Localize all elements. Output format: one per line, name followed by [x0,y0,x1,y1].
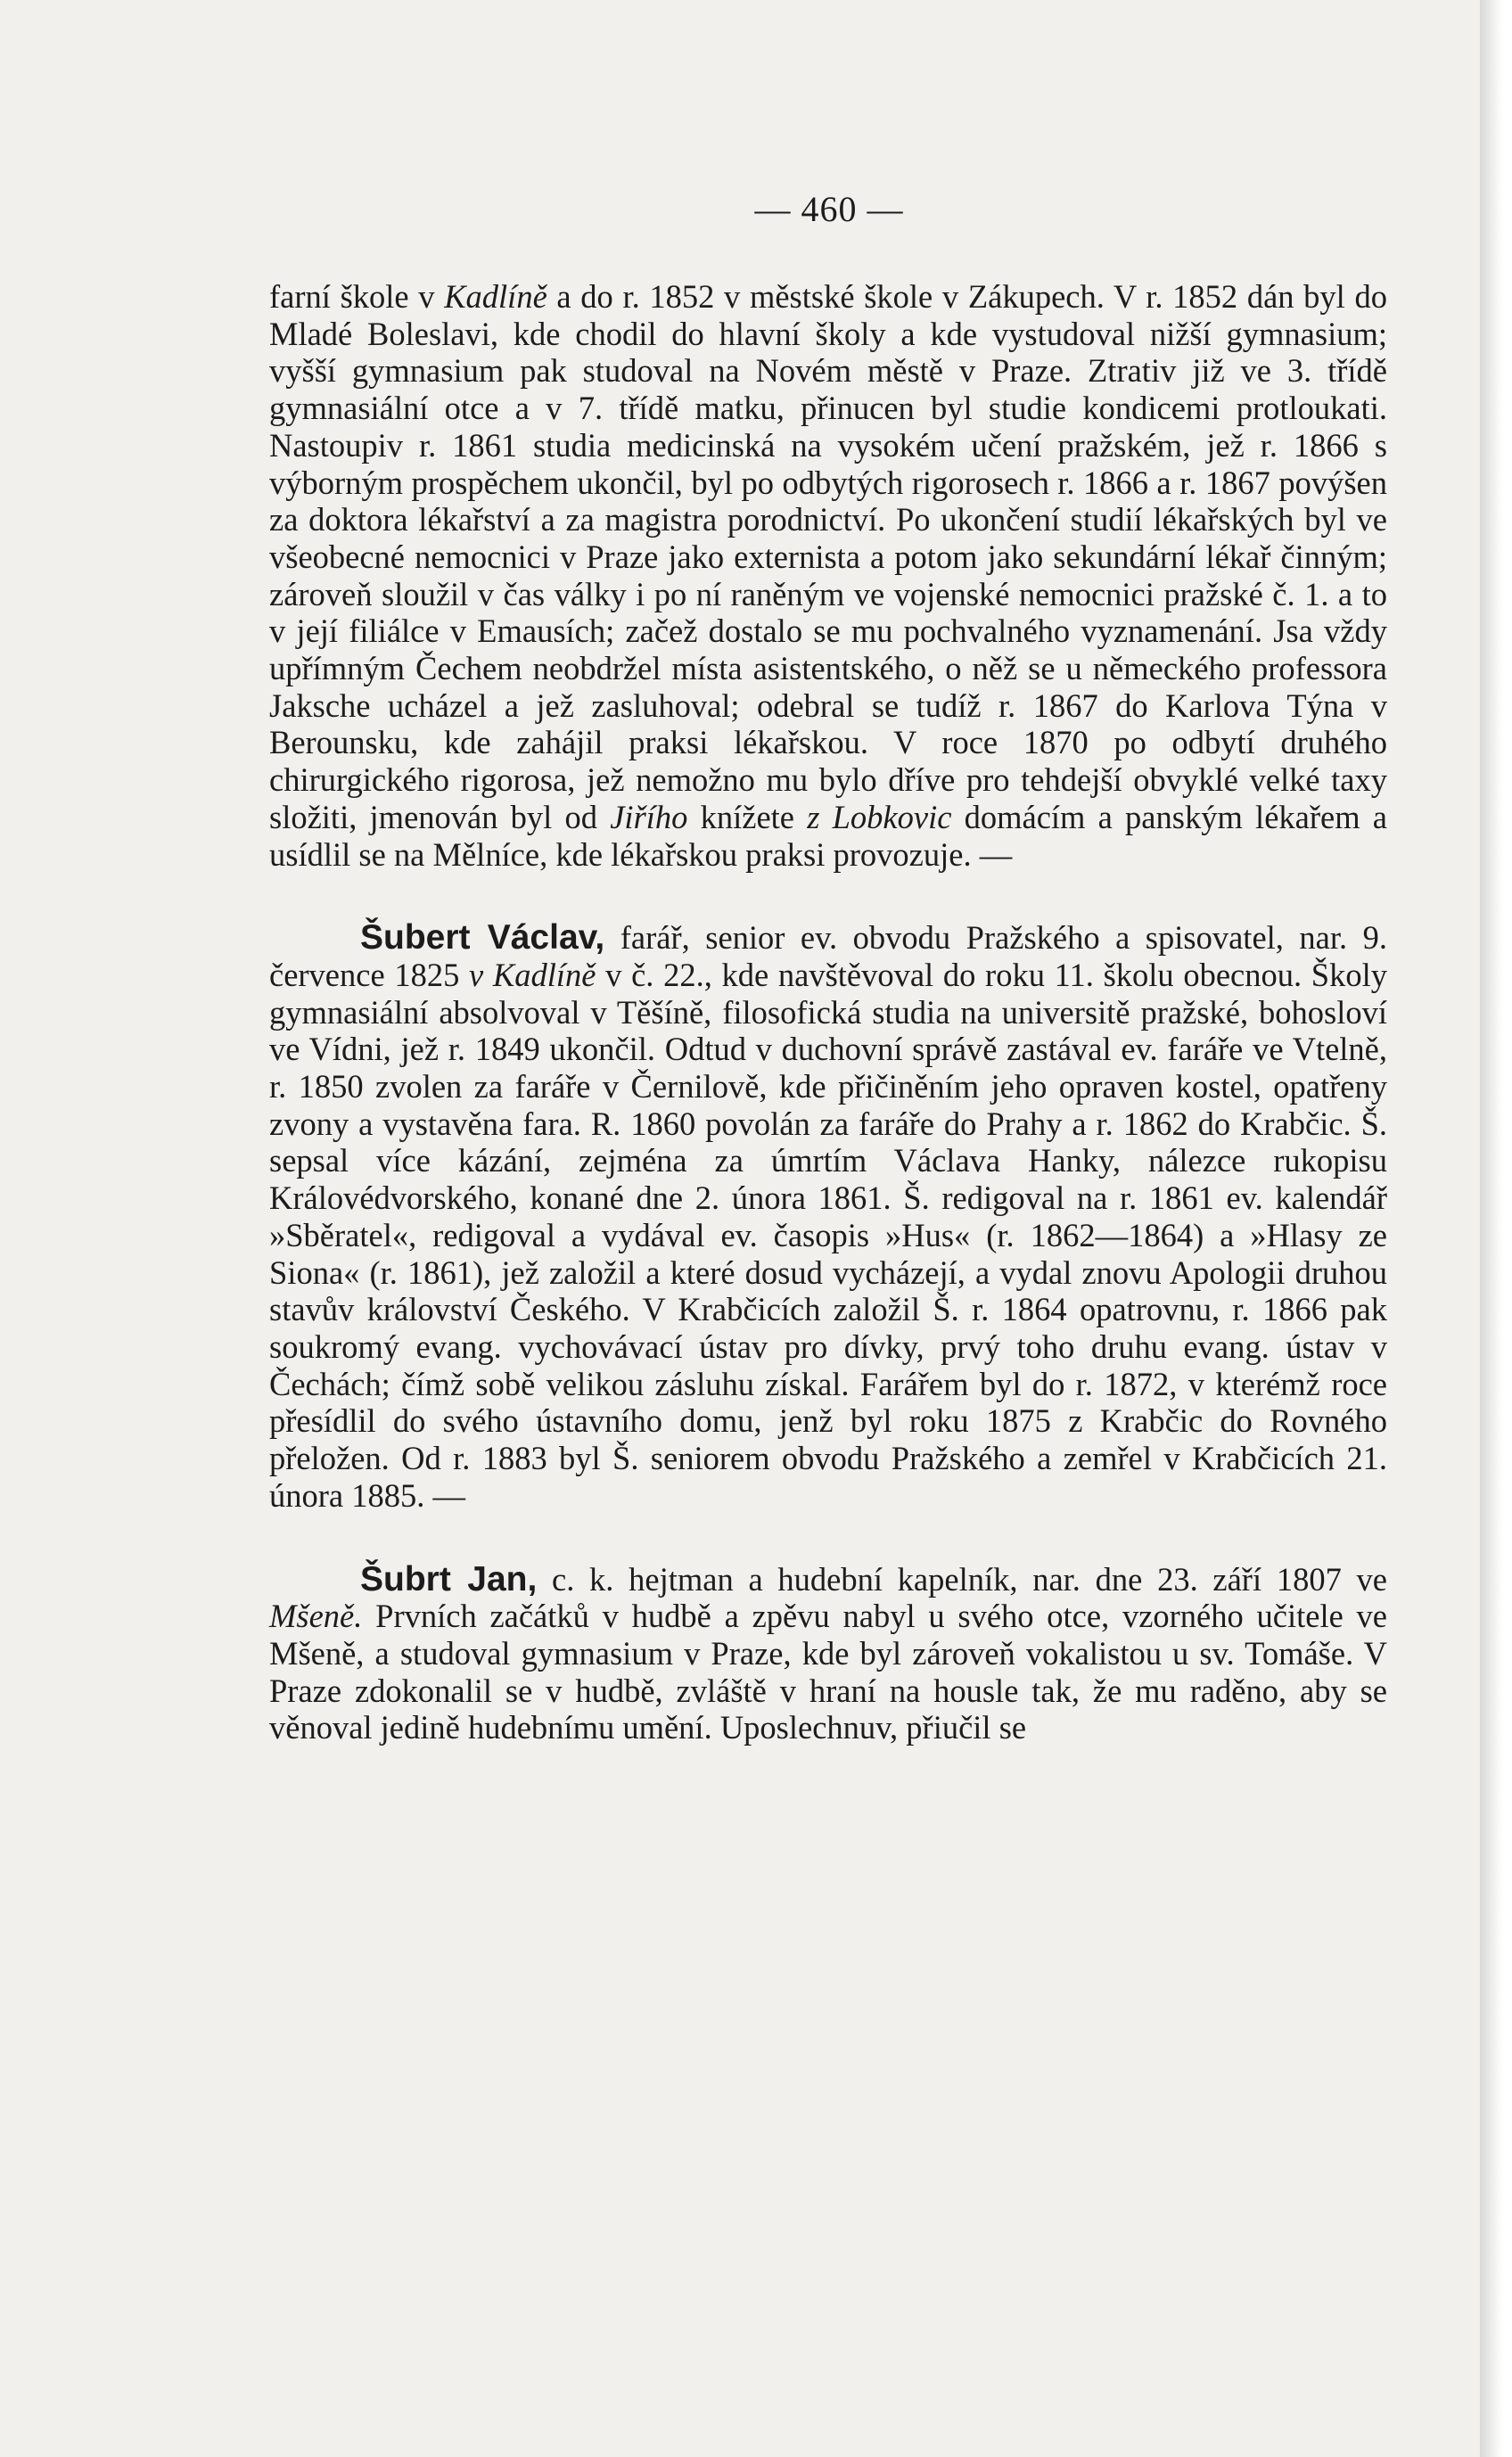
text-run: v č. 22., kde navštěvoval do roku 11. školu obecnou. Školy gymnasiální absolvoval v Těšíně, filosofická studia na universitě pražské, bohosloví ve Vídni, jež r. 1849 ukončil. Odtud v duchovní správě zastával ev. faráře ve Vtelně, r. 1850 zvolen za faráře v Černilově, kde přičiněním jeho opraven kostel, opatřeny zvony a vystavěna fara. R. 1860 povolán za faráře do Prahy a r. 1862 do Krabčic. Š. sepsal více kázání, zejména za úmrtím Václava Hanky, nálezce rukopisu Královédvorského, konané dne 2. února 1861. Š. redigoval na r. 1861 ev. kalendář »Sběratel«, redigoval a vydával ev. časopis »Hus« (r. 1862—1864) a »Hlasy ze Siona« (r. 1861), jež založil a které dosud vycházejí, a vydal znovu Apologii druhou stavův království Českého. V Krabčicích založil Š. r. 1864 opatrovnu, r. 1866 pak soukromý evang. vychovávací ústav pro dívky, prvý toho druhu evang. ústav v Čechách; čímž sobě velikou zásluhu získal. Farářem byl do r. 1872, v kterémž roce přesídlil do svého ústavního domu, jenž byl roku 1875 z Krabčic do Rovného přeložen. Od r. 1883 byl Š. seniorem obvodu Pražského a zemřel v Krabčicích 21. února 1885. — [269,956,1387,1514]
paragraph-gap [269,873,1387,919]
page-number: — 460 — [754,189,904,229]
text-run: c. k. hejtman a hudební kapelník, nar. dne 23. září 1807 ve [537,1560,1387,1598]
text-run: farář, senior ev. obvodu Pražského a spisovatel, nar. 9. července 1825 [269,919,1387,993]
place-name: Mšeně. [269,1598,363,1635]
family-name: Lobkovic [832,798,952,835]
body-text [269,278,1387,1746]
person-name: Jiřího [610,798,688,835]
entry-headword: Šubert Václav, [360,918,605,957]
continued-paragraph [269,278,1387,873]
text-run: knížete [687,798,808,835]
entry-subert-vaclav [269,919,1387,1514]
place-name: Kadlíně [444,278,547,315]
paragraph-gap [269,1515,1387,1561]
page-edge [1480,0,1512,2457]
text-run: domácím a panským lékařem a usídlil se na Mělníce, kde lékařskou praksi provozuje. — [269,798,1387,873]
entry-subrt-jan [269,1561,1387,1747]
entry-headword: Šubrt Jan, [360,1559,538,1598]
text-run: farní škole v [269,278,445,315]
text-run: Prvních začátků v hudbě a zpěvu nabyl u svého otce, vzorného učitele ve Mšeně, a studoval gymnasium v Praze, kde byl zároveň vokalistou u sv. Tomáše. V Praze zdokonalil se v hudbě, zvláště v hraní na housle tak, že mu raděno, aby se věnoval jedině hudebnímu umění. Uposlechnuv, přiučil se [269,1598,1387,1746]
text-run: v [469,956,493,993]
place-name: Kadlíně [492,956,596,993]
text-run: z [807,798,833,835]
text-run: a do r. 1852 v městské škole v Zákupech. V r. 1852 dán byl do Mladé Boleslavi, kde chodil do hlavní školy a kde vystudoval nižší gymnasium; vyšší gymnasium pak studoval na Novém městě v Praze. Ztrativ již ve 3. třídě gymnasiální otce a v 7. třídě matku, přinucen byl studie kondicemi protloukati. Nastoupiv r. 1861 studia medicinská na vysokém učení pražském, jež r. 1866 s výborným prospěchem ukončil, byl po odbytých rigorosech r. 1866 a r. 1867 povýšen za doktora lékařství a za magistra porodnictví. Po ukončení studií lékařských byl ve všeobecné nemocnici v Praze jako externista a potom jako sekundární lékař činným; zároveň sloužil v čas války i po ní raněným ve vojenské nemocnici pražské č. 1. a to v její filiálce v Emausích; začež dostalo se mu pochvalného vyznamenání. Jsa vždy upřímným Čechem neobdržel místa asistentského, o něž se u německého professora Jaksche ucházel a jež zasluhoval; odebral se tudíž r. 1867 do Karlova Týna v Berounsku, kde zahájil praksi lékařskou. V roce 1870 po odbytí druhého chirurgického rigorosa, jež nemožno mu bylo dříve pro tehdejší obvyklé velké taxy složiti, jmenován byl od [269,278,1387,835]
